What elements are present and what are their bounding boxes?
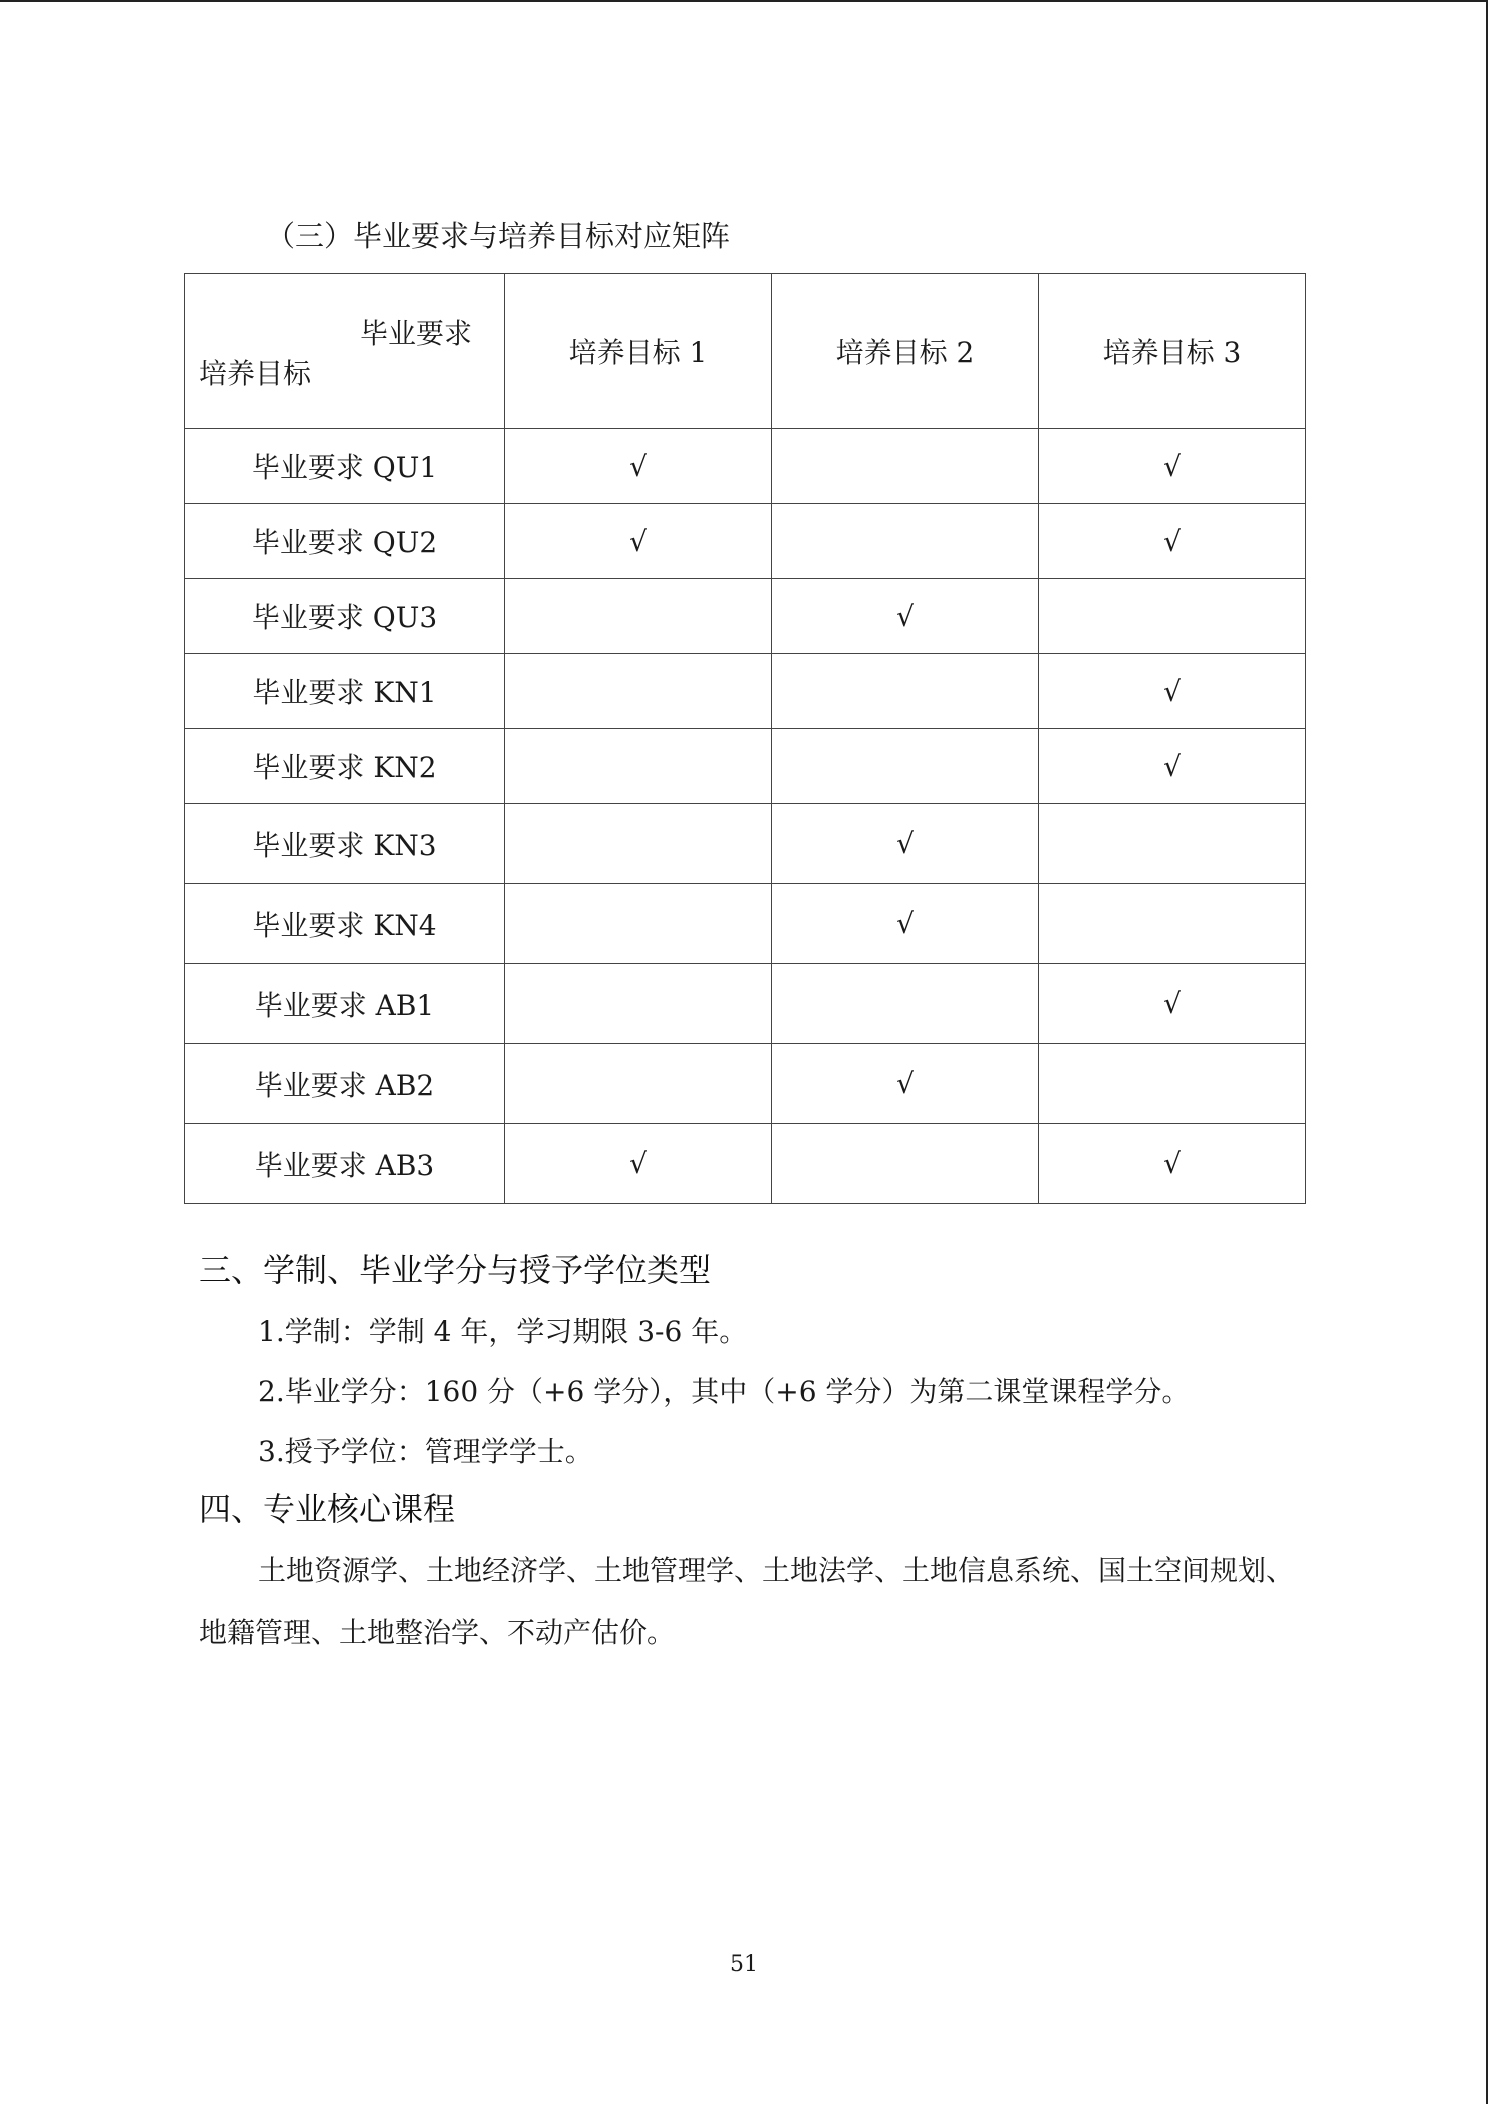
check-mark-cell: √ (772, 1044, 1039, 1124)
row-label-cell: 毕业要求 AB2 (185, 1044, 505, 1124)
empty-cell (772, 654, 1039, 729)
empty-cell (505, 729, 772, 804)
check-mark-cell: √ (1039, 729, 1306, 804)
section-3-heading: 三、学制、毕业学分与授予学位类型 (199, 1251, 712, 1289)
row-label-cell: 毕业要求 QU2 (185, 504, 505, 579)
row-label-cell: 毕业要求 KN3 (185, 804, 505, 884)
row-label-cell: 毕业要求 KN2 (185, 729, 505, 804)
column-header-objective-2: 培养目标 2 (772, 274, 1039, 429)
check-mark-cell: √ (772, 884, 1039, 964)
empty-cell (772, 1124, 1039, 1204)
empty-cell (505, 964, 772, 1044)
column-header-objective-1: 培养目标 1 (505, 274, 772, 429)
table-row (185, 729, 1306, 804)
section-4-heading: 四、专业核心课程 (199, 1490, 456, 1528)
row-label-cell: 毕业要求 QU3 (185, 579, 505, 654)
check-mark-cell: √ (1039, 964, 1306, 1044)
row-label-cell: 毕业要求 KN4 (185, 884, 505, 964)
check-mark-cell: √ (1039, 504, 1306, 579)
table-caption: （三）毕业要求与培养目标对应矩阵 (266, 219, 731, 253)
empty-cell (772, 964, 1039, 1044)
column-header-objective-3: 培养目标 3 (1039, 274, 1306, 429)
check-mark-cell: √ (772, 579, 1039, 654)
check-mark-cell: √ (505, 429, 772, 504)
check-mark-cell: √ (1039, 1124, 1306, 1204)
check-mark-cell: √ (772, 804, 1039, 884)
table-row (185, 429, 1306, 504)
table-row (185, 804, 1306, 884)
empty-cell (505, 804, 772, 884)
page-number: 51 (730, 1952, 758, 1977)
table-row (185, 654, 1306, 729)
row-label-cell: 毕业要求 QU1 (185, 429, 505, 504)
empty-cell (1039, 579, 1306, 654)
page-border-top (0, 0, 1488, 2)
empty-cell (505, 884, 772, 964)
empty-cell (505, 1044, 772, 1124)
table-row (185, 579, 1306, 654)
table-row (185, 1124, 1306, 1204)
table-header-row (185, 274, 1306, 429)
section-3-item-1: 1.学制：学制 4 年，学习期限 3-6 年。 (258, 1315, 748, 1348)
check-mark-cell: √ (505, 1124, 772, 1204)
check-mark-cell: √ (1039, 654, 1306, 729)
empty-cell (1039, 804, 1306, 884)
empty-cell (505, 579, 772, 654)
check-mark-cell: √ (1039, 429, 1306, 504)
corner-label-requirements: 毕业要求 (359, 317, 472, 350)
empty-cell (772, 504, 1039, 579)
section-3-item-2: 2.毕业学分：160 分（+6 学分），其中（+6 学分）为第二课堂课程学分。 (258, 1375, 1190, 1408)
empty-cell (1039, 884, 1306, 964)
row-label-cell: 毕业要求 AB1 (185, 964, 505, 1044)
table-row (185, 1044, 1306, 1124)
table-row (185, 504, 1306, 579)
empty-cell (505, 654, 772, 729)
table-row (185, 964, 1306, 1044)
section-3-item-3: 3.授予学位：管理学学士。 (258, 1435, 593, 1468)
empty-cell (772, 729, 1039, 804)
section-4-body: 土地资源学、土地经济学、土地管理学、土地法学、土地信息系统、国土空间规划、地籍管理、土地整治学、不动产估价。 (199, 1554, 1295, 1649)
row-label-cell: 毕业要求 KN1 (185, 654, 505, 729)
row-label-cell: 毕业要求 AB3 (185, 1124, 505, 1204)
empty-cell (1039, 1044, 1306, 1124)
empty-cell (772, 429, 1039, 504)
corner-label-objectives: 培养目标 (199, 357, 312, 390)
check-mark-cell: √ (505, 504, 772, 579)
corner-header-cell (185, 274, 505, 429)
requirements-matrix-table (184, 273, 1306, 1204)
table-row (185, 884, 1306, 964)
